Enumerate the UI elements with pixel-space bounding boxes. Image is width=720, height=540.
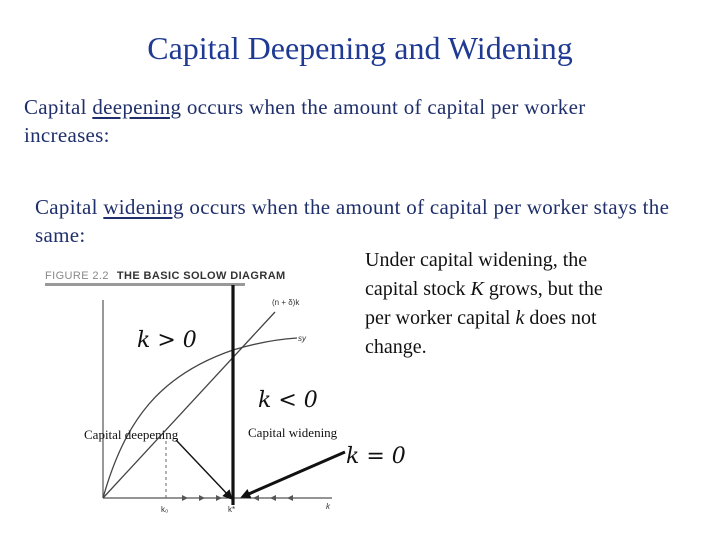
figure-number: FIGURE 2.2	[45, 270, 109, 282]
label-capital-deepening: Capital deepening	[84, 427, 179, 442]
widening-arrow	[244, 452, 345, 496]
bullet-widening-post: occurs when the amount of capital per worker stays the same:	[35, 195, 670, 247]
bullet-deepening-post: occurs when the amount of capital per worker increases:	[24, 95, 586, 147]
bullet-deepening-pre: Capital	[24, 95, 93, 119]
kdot-zero-label: k = 0	[346, 444, 406, 469]
saving-curve	[103, 338, 297, 498]
note-line-4: change.	[365, 336, 427, 358]
saving-label: sy	[298, 334, 306, 343]
term-widening: widening	[103, 195, 184, 219]
k0-tick-label: k₀	[161, 505, 169, 514]
kdot-negative-label: k < 0	[258, 388, 318, 413]
note-line-1: Under capital widening, the	[365, 249, 588, 271]
kstar-tick-label: k*	[228, 505, 236, 514]
slide-title: Capital Deepening and Widening	[147, 30, 573, 66]
term-deepening: deepening	[92, 95, 182, 119]
note-line-3: per worker capital k does not	[365, 307, 597, 329]
deepening-arrow	[176, 440, 230, 497]
note-line-2: capital stock K grows, but the	[365, 278, 603, 300]
depreciation-label: (n + δ)k	[272, 298, 300, 307]
k-axis-label: k	[326, 502, 330, 511]
bullet-widening-pre: Capital	[35, 195, 104, 219]
label-capital-widening: Capital widening	[248, 425, 338, 440]
kdot-positive-label: k > 0	[137, 328, 197, 353]
figure-name: THE BASIC SOLOW DIAGRAM	[116, 270, 286, 282]
